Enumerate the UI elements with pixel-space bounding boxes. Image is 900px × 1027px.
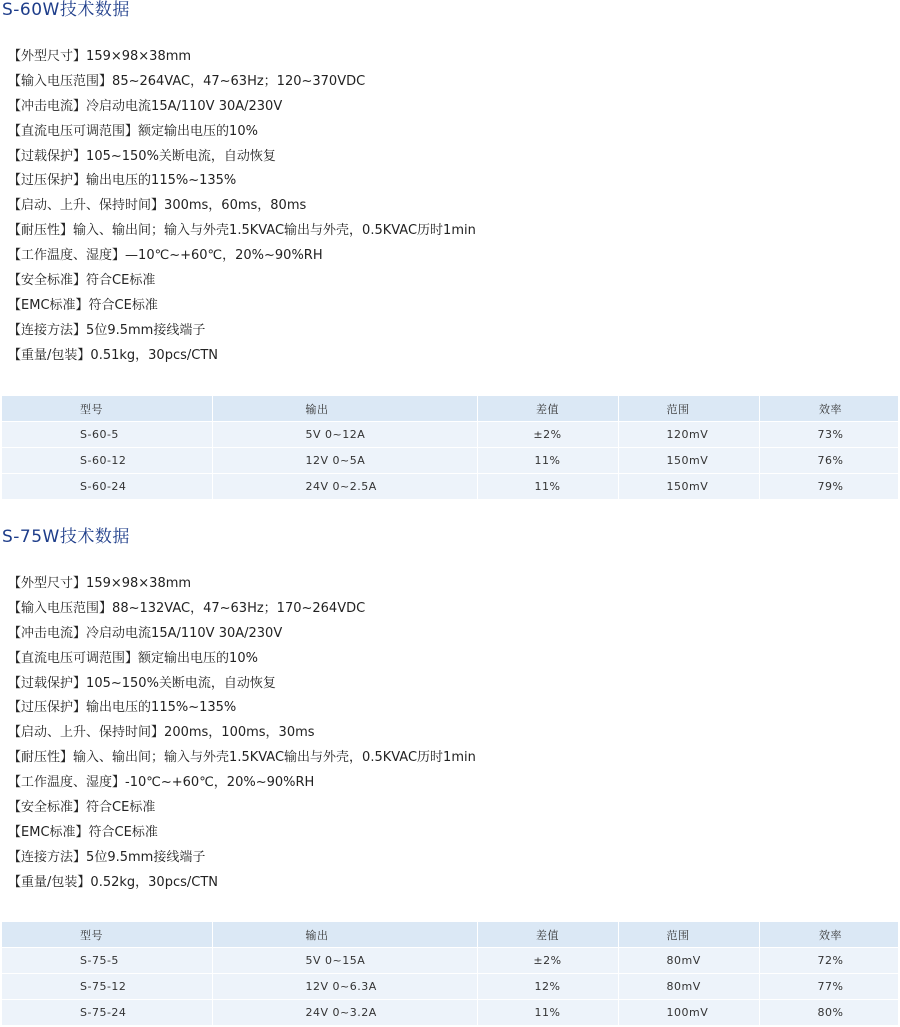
spec-value: 符合CE标准 [86,273,156,289]
spec-value: 额定输出电压的10% [138,123,258,139]
cell-tolerance: 11% [477,474,618,500]
spec-value: 200ms，100ms，30ms [164,725,315,741]
spec-key: 【 直流电压可调范围 】 [8,124,138,139]
spec-item [8,344,476,369]
spec-item [8,244,476,269]
cell-efficiency: 72% [759,948,898,974]
spec-key: 【 重量/包装 】 [8,348,90,363]
spec-item [8,70,476,95]
header-tolerance: 差值 [477,922,618,948]
spec-value: 输入、输出间；输入与外壳1.5KVAC输出与外壳，0.5KVAC历时1min [73,750,476,766]
spec-item [8,269,476,294]
table-row [2,948,898,974]
spec-key: 【 工作温度、湿度 】 [8,775,125,790]
spec-value: 冷启动电流15A/110V 30A/230V [86,625,283,641]
table-row [2,448,898,474]
spec-value: 5位9.5mm接线端子 [86,849,206,865]
spec-item [8,821,476,846]
spec-key: 【 过压保护 】 [8,700,86,715]
spec-value: 105~150%关断电流，自动恢复 [86,675,276,691]
spec-list [8,572,476,896]
header-tolerance: 差值 [477,396,618,422]
section-title: S-75W技术数据 [2,527,130,547]
header-range: 范围 [618,922,759,948]
cell-output: 5V 0~12A [212,422,477,448]
header-range: 范围 [618,396,759,422]
spec-value: 85~264VAC，47~63Hz；120~370VDC [112,73,366,89]
spec-key: 【 耐压性 】 [8,750,73,765]
spec-item [8,771,476,796]
cell-model: S-60-24 [2,474,212,500]
spec-value: 105~150%关断电流，自动恢复 [86,148,276,164]
cell-efficiency: 79% [759,474,898,500]
spec-item [8,846,476,871]
spec-key: 【 输入电压范围 】 [8,601,112,616]
spec-key: 【 直流电压可调范围 】 [8,651,138,666]
model-table [2,396,899,500]
spec-key: 【 安全标准 】 [8,273,86,288]
cell-range: 150mV [618,474,759,500]
cell-output: 24V 0~3.2A [212,1000,477,1026]
cell-tolerance: 11% [477,448,618,474]
table-row [2,422,898,448]
cell-model: S-75-24 [2,1000,212,1026]
spec-list [8,45,476,369]
cell-output: 24V 0~2.5A [212,474,477,500]
spec-value: 300ms，60ms，80ms [164,198,307,214]
spec-key: 【 EMC标准 】 [8,298,89,313]
s75w-section [0,527,900,1019]
spec-item [8,871,476,896]
spec-key: 【 耐压性 】 [8,223,73,238]
s60w-section [0,0,900,493]
spec-value: —10℃~+60℃，20%~90%RH [125,248,323,264]
spec-item [8,169,476,194]
spec-key: 【 输入电压范围 】 [8,74,112,89]
cell-output: 12V 0~6.3A [212,974,477,1000]
spec-key: 【 重量/包装 】 [8,875,90,890]
cell-range: 80mV [618,974,759,1000]
cell-efficiency: 73% [759,422,898,448]
header-model: 型号 [2,922,212,948]
spec-key: 【 冲击电流 】 [8,99,86,114]
spec-value: -10℃~+60℃，20%~90%RH [125,775,315,791]
header-efficiency: 效率 [759,396,898,422]
spec-key: 【 冲击电流 】 [8,626,86,641]
spec-key: 【 启动、上升、保持时间 】 [8,198,164,213]
header-output: 输出 [212,396,477,422]
cell-range: 80mV [618,948,759,974]
spec-item [8,319,476,344]
table-header-row [2,396,898,422]
spec-key: 【 外型尺寸 】 [8,49,86,64]
spec-value: 0.52kg，30pcs/CTN [90,874,218,890]
cell-efficiency: 80% [759,1000,898,1026]
spec-key: 【 过载保护 】 [8,149,86,164]
spec-key: 【 连接方法 】 [8,323,86,338]
spec-value: 输入、输出间；输入与外壳1.5KVAC输出与外壳，0.5KVAC历时1min [73,223,476,239]
spec-item [8,796,476,821]
spec-item [8,721,476,746]
cell-output: 5V 0~15A [212,948,477,974]
spec-item [8,572,476,597]
spec-item [8,746,476,771]
spec-item [8,95,476,120]
spec-item [8,672,476,697]
cell-model: S-75-12 [2,974,212,1000]
cell-range: 150mV [618,448,759,474]
spec-item [8,294,476,319]
cell-efficiency: 76% [759,448,898,474]
cell-model: S-75-5 [2,948,212,974]
spec-value: 冷启动电流15A/110V 30A/230V [86,98,283,114]
spec-item [8,145,476,170]
spec-key: 【 工作温度、湿度 】 [8,248,125,263]
spec-value: 88~132VAC，47~63Hz；170~264VDC [112,600,366,616]
spec-key: 【 EMC标准 】 [8,825,89,840]
table-row [2,974,898,1000]
cell-range: 100mV [618,1000,759,1026]
cell-tolerance: ±2% [477,422,618,448]
spec-item [8,647,476,672]
model-table [2,922,899,1026]
section-title: S-60W技术数据 [2,0,130,20]
spec-value: 5位9.5mm接线端子 [86,322,206,338]
cell-range: 120mV [618,422,759,448]
cell-tolerance: ±2% [477,948,618,974]
table-header-row [2,922,898,948]
spec-item [8,45,476,70]
cell-tolerance: 11% [477,1000,618,1026]
spec-key: 【 过载保护 】 [8,676,86,691]
table-row [2,1000,898,1026]
cell-model: S-60-12 [2,448,212,474]
spec-item [8,194,476,219]
spec-value: 0.51kg，30pcs/CTN [90,347,218,363]
spec-key: 【 连接方法 】 [8,850,86,865]
spec-value: 额定输出电压的10% [138,650,258,666]
spec-key: 【 启动、上升、保持时间 】 [8,725,164,740]
spec-value: 符合CE标准 [88,297,158,313]
header-model: 型号 [2,396,212,422]
spec-value: 符合CE标准 [86,800,156,816]
header-output: 输出 [212,922,477,948]
spec-value: 输出电压的115%~135% [86,173,237,189]
cell-output: 12V 0~5A [212,448,477,474]
cell-model: S-60-5 [2,422,212,448]
spec-key: 【 安全标准 】 [8,800,86,815]
table-row [2,474,898,500]
spec-item [8,120,476,145]
cell-tolerance: 12% [477,974,618,1000]
header-efficiency: 效率 [759,922,898,948]
spec-item [8,219,476,244]
spec-value: 输出电压的115%~135% [86,700,237,716]
spec-key: 【 过压保护 】 [8,173,86,188]
spec-value: 159×98×38mm [86,576,192,591]
spec-key: 【 外型尺寸 】 [8,576,86,591]
cell-efficiency: 77% [759,974,898,1000]
spec-item [8,597,476,622]
spec-value: 符合CE标准 [88,824,158,840]
spec-value: 159×98×38mm [86,49,192,64]
spec-item [8,622,476,647]
spec-item [8,696,476,721]
